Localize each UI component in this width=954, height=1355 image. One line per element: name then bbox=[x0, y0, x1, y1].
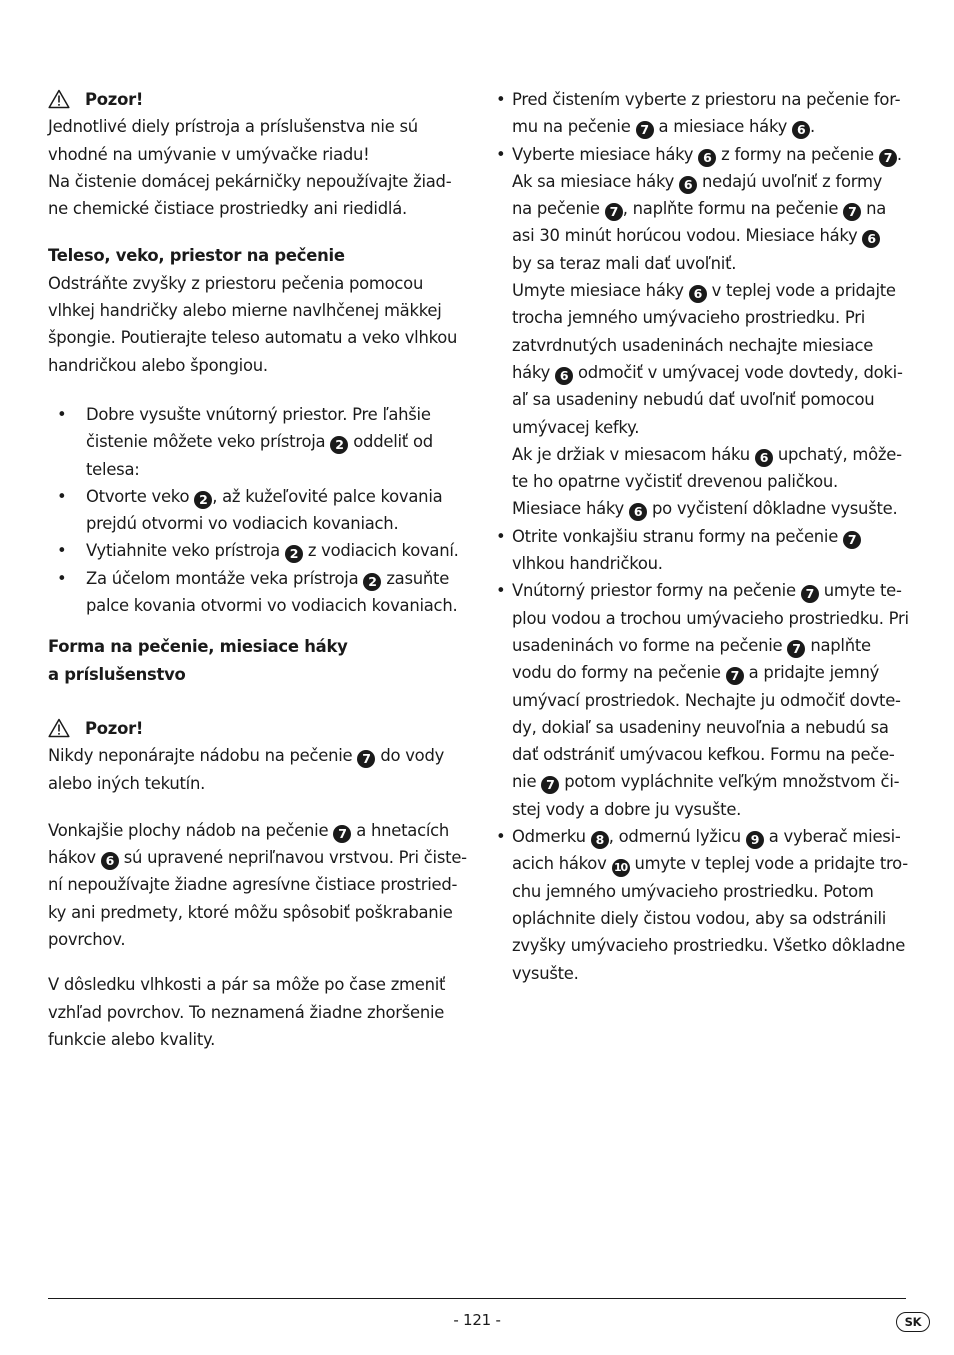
text-line: aľ sa usadeniny nebudú dať uvoľniť pomocou bbox=[512, 390, 875, 410]
paragraph bbox=[48, 971, 468, 1053]
text-line: vysušte. bbox=[512, 963, 579, 983]
text-line: ne chemické čistiace prostriedky ani riedidlá. bbox=[48, 199, 407, 219]
text-line: Pred čistením vyberte z priestoru na pečenie for- bbox=[512, 90, 901, 109]
text-line: Ak je držiak v miesacom háku 6 upchatý, môže- bbox=[512, 444, 902, 465]
ref-number-badge: 7 bbox=[333, 825, 351, 843]
text-line: V dôsledku vlhkosti a pár sa môže po čase zmeniť bbox=[48, 975, 446, 995]
left-column bbox=[48, 86, 468, 1053]
text-line: čistenie môžete veko prístroja 2 oddeliť od bbox=[86, 432, 433, 453]
text-line: dať odstrániť umývacou kefkou. Formu na peče- bbox=[512, 745, 895, 765]
ref-number-badge: 7 bbox=[879, 149, 897, 167]
warning-title: Pozor! bbox=[85, 90, 144, 109]
text-line: Vytiahnite veko prístroja 2 z vodiacich kovaní. bbox=[86, 541, 459, 562]
text-line: Vonkajšie plochy nádob na pečenie 7 a hnetacích bbox=[48, 820, 450, 841]
bullet-mark: • bbox=[496, 581, 506, 601]
text-line: Nikdy neponárajte nádobu na pečenie 7 do vody bbox=[48, 746, 445, 767]
text-line: acich hákov 10 umyte v teplej vode a pridajte tro- bbox=[512, 850, 916, 877]
ref-number-badge: 7 bbox=[843, 203, 861, 221]
list-item bbox=[48, 483, 468, 538]
language-badge: SK bbox=[896, 1312, 930, 1332]
text-line: hákov 6 sú upravené nepriľnavou vrstvou. Pri čiste- bbox=[48, 848, 467, 869]
text-line: nie 7 potom vypláchnite veľkým množstvom či- bbox=[512, 772, 900, 793]
text-line: Umyte miesiace háky 6 v teplej vode a pridajte bbox=[512, 281, 896, 302]
text-line: palce kovania otvormi vo vodiacich kovaniach. bbox=[86, 596, 458, 616]
list-item bbox=[496, 823, 916, 987]
bullet-mark: • bbox=[496, 144, 506, 164]
text-line: plou vodou a trochou umývacieho prostriedku. Pri bbox=[512, 608, 909, 628]
ref-number-badge: 6 bbox=[679, 176, 697, 194]
warning-triangle-icon bbox=[48, 89, 70, 109]
text-line: zatvrdnutých usadeninách nechajte miesiace bbox=[512, 335, 874, 355]
text-line: prejdú otvormi vo vodiacich kovaniach. bbox=[86, 514, 399, 534]
ref-number-badge: 2 bbox=[194, 491, 212, 509]
section-body-lid bbox=[48, 242, 468, 378]
text-line: háky 6 odmočiť v umývacej vode dovtedy, doki- bbox=[512, 362, 903, 383]
text-line: Miesiace háky 6 po vyčistení dôkladne vysušte. bbox=[512, 499, 898, 520]
bullet-mark: • bbox=[496, 827, 506, 847]
text-line: zvyšky umývacieho prostriedku. Všetko dôkladne bbox=[512, 936, 906, 956]
bullet-mark: • bbox=[57, 486, 67, 506]
text-line: dy, dokiaľ sa usadeniny neuvoľnia a nebudú sa bbox=[512, 717, 889, 737]
text-line: Na čistenie domácej pekárničky nepoužívajte žiad- bbox=[48, 171, 452, 191]
warning-title: Pozor! bbox=[85, 718, 144, 738]
text-line: Otrite vonkajšiu stranu formy na pečenie 7 bbox=[512, 523, 916, 550]
text-line: Odstráňte zvyšky z priestoru pečenia pomocou bbox=[48, 273, 424, 293]
text-line: povrchov. bbox=[48, 930, 126, 950]
warning-block bbox=[48, 715, 468, 797]
ref-number-badge: 6 bbox=[555, 367, 573, 385]
ref-number-badge: 6 bbox=[862, 230, 880, 248]
list-item bbox=[496, 577, 916, 823]
text-line: trocha jemného umývacieho prostriedku. Pri bbox=[512, 308, 866, 328]
text-line: Vyberte miesiace háky 6 z formy na pečenie 7 . bbox=[512, 144, 902, 165]
ref-number-badge: 7 bbox=[801, 585, 819, 603]
ref-number-badge: 7 bbox=[541, 776, 559, 794]
text-line: usadeninách vo forme na pečenie 7 naplňte bbox=[512, 635, 871, 656]
text-line: chu jemného umývacieho prostriedku. Potom bbox=[512, 881, 874, 901]
ref-number-badge: 2 bbox=[285, 545, 303, 563]
text-line: vodu do formy na pečenie 7 a pridajte jemný bbox=[512, 663, 880, 684]
right-column bbox=[496, 86, 916, 987]
text-line: ky ani predmety, ktoré môžu spôsobiť poškrabanie bbox=[48, 902, 453, 922]
bullet-mark: • bbox=[496, 526, 506, 546]
text-line: alebo iných tekutín. bbox=[48, 773, 206, 793]
ref-number-badge: 10 bbox=[612, 859, 630, 877]
bullet-mark: • bbox=[57, 568, 67, 588]
ref-number-badge: 7 bbox=[357, 750, 375, 768]
ref-number-badge: 8 bbox=[591, 831, 609, 849]
text-line: asi 30 minút horúcou vodou. Miesiace háky 6 bbox=[512, 222, 916, 249]
list-item bbox=[48, 565, 468, 620]
list-item bbox=[496, 523, 916, 578]
ref-number-badge: 6 bbox=[792, 121, 810, 139]
text-line: handričkou alebo špongiou. bbox=[48, 355, 268, 375]
ref-number-badge: 9 bbox=[746, 831, 764, 849]
text-line: Za účelom montáže veka prístroja 2 zasuňte bbox=[86, 568, 450, 589]
text-line: umývací prostriedok. Nechajte ju odmočiť dovte- bbox=[512, 690, 901, 710]
text-line: ní nepoužívajte žiadne agresívne čistiace prostried- bbox=[48, 875, 458, 895]
bullet-mark: • bbox=[496, 90, 506, 109]
bullet-mark: • bbox=[57, 404, 67, 424]
ref-number-badge: 6 bbox=[698, 149, 716, 167]
ref-number-badge: 7 bbox=[636, 121, 654, 139]
text-line: Otvorte veko 2 , až kužeľovité palce kovania bbox=[86, 486, 443, 507]
warning-block bbox=[48, 86, 468, 222]
section-heading: Forma na pečenie, miesiace háky bbox=[48, 637, 348, 657]
ref-number-badge: 6 bbox=[755, 449, 773, 467]
ref-number-badge: 2 bbox=[363, 573, 381, 591]
text-line: vlhkou handričkou. bbox=[512, 554, 663, 574]
section-pan-hooks bbox=[48, 633, 468, 688]
page-number: - 121 - bbox=[453, 1311, 501, 1329]
list-item bbox=[496, 86, 916, 141]
text-line: umývacej kefky. bbox=[512, 417, 640, 437]
ref-number-badge: 6 bbox=[101, 852, 119, 870]
text-line: Dobre vysušte vnútorný priestor. Pre ľahšie bbox=[86, 404, 431, 424]
ref-number-badge: 6 bbox=[689, 285, 707, 303]
text-line: špongie. Poutierajte teleso automatu a veko vlhkou bbox=[48, 328, 458, 348]
text-line: by sa teraz mali dať uvoľniť. bbox=[512, 253, 737, 273]
section-heading: a príslušenstvo bbox=[48, 664, 186, 684]
ref-number-badge: 7 bbox=[726, 667, 744, 685]
text-line: Ak sa miesiace háky 6 nedajú uvoľniť z formy bbox=[512, 171, 883, 192]
text-line: vhodné na umývanie v umývačke riadu! bbox=[48, 144, 370, 164]
section-heading: Teleso, veko, priestor na pečenie bbox=[48, 246, 345, 266]
text-line: Vnútorný priestor formy na pečenie 7 umyte te- bbox=[512, 581, 902, 602]
text-line: te ho opatrne vyčistiť drevenou paličkou. bbox=[512, 472, 839, 492]
text-line: mu na pečenie 7 a miesiace háky 6 . bbox=[512, 117, 816, 138]
text-line: Jednotlivé diely prístroja a príslušenstva nie sú bbox=[48, 117, 418, 137]
ref-number-badge: 2 bbox=[330, 436, 348, 454]
text-line: na pečenie 7 , naplňte formu na pečenie 7 na bbox=[512, 199, 887, 220]
text-line: Odmerku 8 , odmernú lyžicu 9 a vyberač miesi- bbox=[512, 827, 901, 848]
paragraph bbox=[48, 817, 468, 953]
list-item bbox=[48, 401, 468, 483]
text-line: opláchnite diely čistou vodou, aby sa odstránili bbox=[512, 908, 887, 928]
ref-number-badge: 7 bbox=[843, 531, 861, 549]
warning-triangle-icon bbox=[48, 718, 70, 738]
text-line: vzhľad povrchov. To neznamená žiadne zhoršenie bbox=[48, 1002, 445, 1022]
text-line: vlhkej handričky alebo mierne navlhčenej mäkkej bbox=[48, 301, 442, 321]
bullet-list bbox=[48, 401, 468, 619]
text-line: funkcie alebo kvality. bbox=[48, 1029, 216, 1049]
text-line: telesa: bbox=[86, 459, 140, 479]
ref-number-badge: 6 bbox=[629, 503, 647, 521]
list-item bbox=[48, 537, 468, 564]
ref-number-badge: 7 bbox=[787, 640, 805, 658]
text-line: stej vody a dobre ju vysušte. bbox=[512, 799, 742, 819]
bullet-mark: • bbox=[57, 541, 67, 561]
ref-number-badge: 7 bbox=[605, 203, 623, 221]
list-item bbox=[496, 141, 916, 523]
footer-divider bbox=[48, 1298, 906, 1299]
